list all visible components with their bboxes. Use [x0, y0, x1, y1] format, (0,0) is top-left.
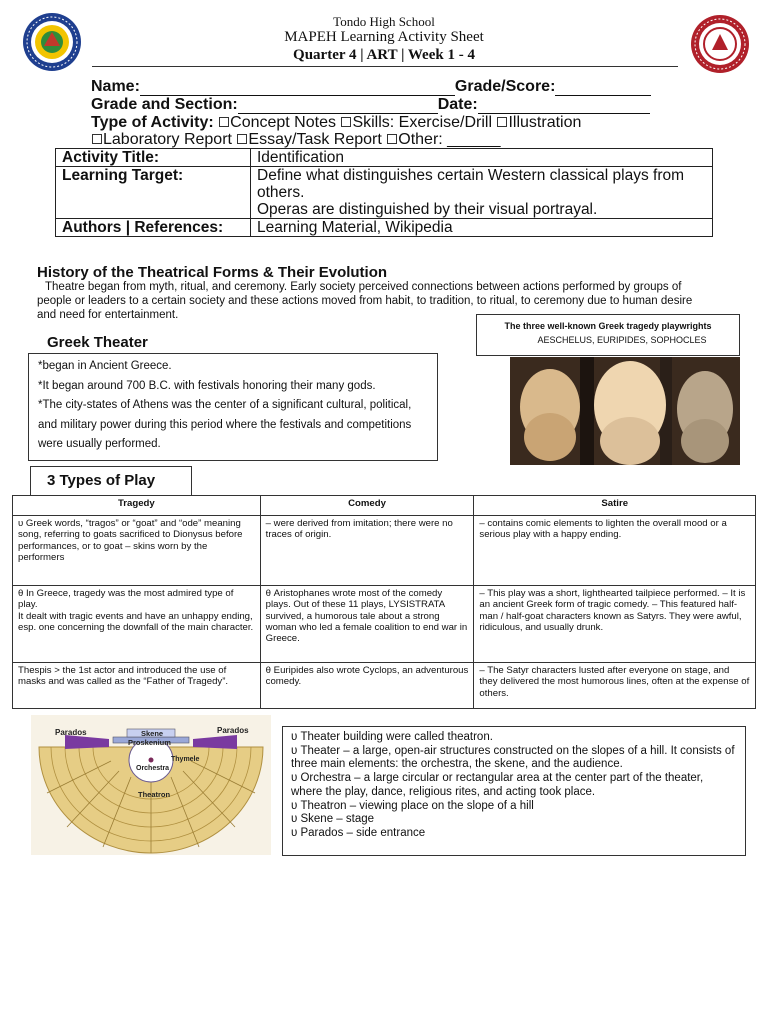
table-cell: – The Satyr characters lusted after everyone on stage, and they delivered the most humorous lines, often at the expense of others. [474, 663, 756, 709]
school-name: Tondo High School [333, 14, 435, 29]
learning-target-value [251, 167, 713, 219]
learning-target-line-1: Define what distinguishes certain Western classical plays from others. [257, 167, 685, 201]
types-of-play-table [12, 495, 756, 709]
activity-title-value: Identification [251, 149, 713, 167]
other-checkbox[interactable] [387, 134, 397, 144]
skills-option: Skills: Exercise/Drill [352, 114, 493, 131]
table-cell: υ Greek words, “tragos” or “goat” and “ode” meaning song, referring to goats sacrificed to Dionysus before performances, or to goat – skins worn by the performers [13, 516, 261, 586]
name-row [91, 78, 651, 96]
thymele-label: Thymele [171, 756, 200, 763]
skills-checkbox[interactable] [341, 117, 351, 127]
history-body: Theatre began from myth, ritual, and ceremony. Early society perceived connections between actions performed by groups of people or leaders to a certain society and these actions moved from habit, to tradition, to ritual, to ceremony due to human desire and need for entertainment. [37, 281, 693, 321]
theater-notes-box [282, 726, 746, 856]
learning-target-label: Learning Target: [56, 167, 251, 219]
header-tragedy: Tragedy [13, 496, 261, 516]
activity-title-label: Activity Title: [56, 149, 251, 167]
table-row [56, 149, 713, 167]
greek-theater-title: Greek Theater [47, 334, 148, 351]
concept-notes-checkbox[interactable] [219, 117, 229, 127]
theater-note: υ Theatron – viewing place on the slope of a hill [291, 799, 534, 812]
table-cell: θ Aristophanes wrote most of the comedy plays. Out of these 11 plays, LYSISTRATA survived, a humorous tale about a strong woman who led a female coalition to end war in Greece. [260, 586, 474, 663]
table-row [13, 663, 756, 709]
types-of-play-title: 3 Types of Play [30, 466, 192, 496]
grade-score-label: Grade/Score: [454, 78, 556, 95]
section-field[interactable] [238, 98, 438, 114]
section-row [91, 96, 650, 114]
theater-note: υ Parados – side entrance [291, 826, 426, 839]
date-label: Date: [437, 96, 478, 113]
table-cell: – contains comic elements to lighten the overall mood or a serious play with a happy ending. [474, 516, 756, 586]
greek-line-3: *The city-states of Athens was the center of a significant cultural, political, and military power during this period where the festivals and competitions were usually performed. [38, 399, 412, 450]
essay-checkbox[interactable] [237, 134, 247, 144]
lab-report-checkbox[interactable] [92, 134, 102, 144]
header-satire: Satire [474, 496, 756, 516]
playwright-busts-image [510, 357, 740, 465]
greek-line-2: *It began around 700 B.C. with festivals honoring their many gods. [38, 379, 376, 392]
playwrights-names: AESCHELUS, EURIPIDES, SOPHOCLES [537, 335, 707, 345]
essay-option: Essay/Task Report [248, 131, 382, 148]
greek-theater-diagram [31, 715, 271, 855]
theater-note: υ Theater building were called theatron. [291, 731, 493, 743]
theater-note: υ Theater – a large, open-air structures constructed on the slopes of a hill. It consists of three main elements: the orchestra, the skene, and the audience. [291, 744, 735, 771]
table-cell: θ In Greece, tragedy was the most admired type of play. It dealt with tragic events and have an unhappy ending, esp. one concerning the downfall of the main character. [13, 586, 261, 663]
concept-notes-option: Concept Notes [230, 114, 336, 131]
activity-table [55, 148, 713, 237]
theater-note: υ Skene – stage [291, 813, 375, 826]
authors-value: Learning Material, Wikipedia [251, 219, 713, 237]
quarter-line: Quarter 4 | ART | Week 1 - 4 [293, 47, 475, 63]
table-cell: – were derived from imitation; there were no traces of origin. [260, 516, 474, 586]
name-label: Name: [91, 78, 140, 95]
activity-type-row [91, 114, 581, 132]
theater-note: υ Orchestra – a large circular or rectangular area at the center part of the theater, where the play, dance, religious rites, and acting took place. [291, 772, 704, 798]
table-row [56, 219, 713, 237]
orchestra-label: Orchestra [136, 765, 170, 772]
table-row [13, 586, 756, 663]
table-header-row [13, 496, 756, 516]
playwrights-title: The three well-known Greek tragedy playwrights [504, 321, 712, 331]
illustration-checkbox[interactable] [497, 117, 507, 127]
activity-type-row-2 [91, 131, 501, 149]
theatron-label: Theatron [138, 790, 171, 799]
grade-score-field[interactable] [555, 80, 651, 96]
history-title: History of the Theatrical Forms & Their Evolution [37, 264, 388, 281]
greek-theater-box [28, 353, 438, 461]
illustration-option: Illustration [508, 114, 582, 131]
header-comedy: Comedy [260, 496, 474, 516]
table-row [56, 167, 713, 219]
learning-target-line-2: Operas are distinguished by their visual portrayal. [257, 201, 598, 218]
date-field[interactable] [478, 98, 650, 114]
section-label: Grade and Section: [91, 96, 238, 113]
greek-line-1: *began in Ancient Greece. [38, 360, 172, 372]
parados-left-label: Parados [55, 728, 87, 737]
table-cell: Thespis > the 1st actor and introduced the use of masks and was called as the “Father of Tragedy”. [13, 663, 261, 709]
activity-type-label: Type of Activity: [91, 114, 214, 131]
parados-right-label: Parados [217, 726, 249, 735]
sheet-title: MAPEH Learning Activity Sheet [284, 29, 484, 45]
name-field[interactable] [140, 80, 455, 96]
header-divider [92, 66, 678, 67]
other-option: Other: ______ [398, 131, 501, 148]
playwrights-box [476, 314, 740, 356]
table-cell: θ Euripides also wrote Cyclops, an adventurous comedy. [260, 663, 474, 709]
thymele-altar [149, 758, 154, 763]
proskenium-label: Proskenium [128, 738, 171, 747]
table-cell: – This play was a short, lighthearted tailpiece performed. – It is an ancient Greek form of tragic comedy. – This featured half-man / half-goat characters known as Satyrs. They were awful, ridiculous, and usually drunk. [474, 586, 756, 663]
lab-report-option: Laboratory Report [103, 131, 232, 148]
table-row [13, 516, 756, 586]
authors-label: Authors | References: [56, 219, 251, 237]
skene-label: Skene [141, 729, 164, 738]
